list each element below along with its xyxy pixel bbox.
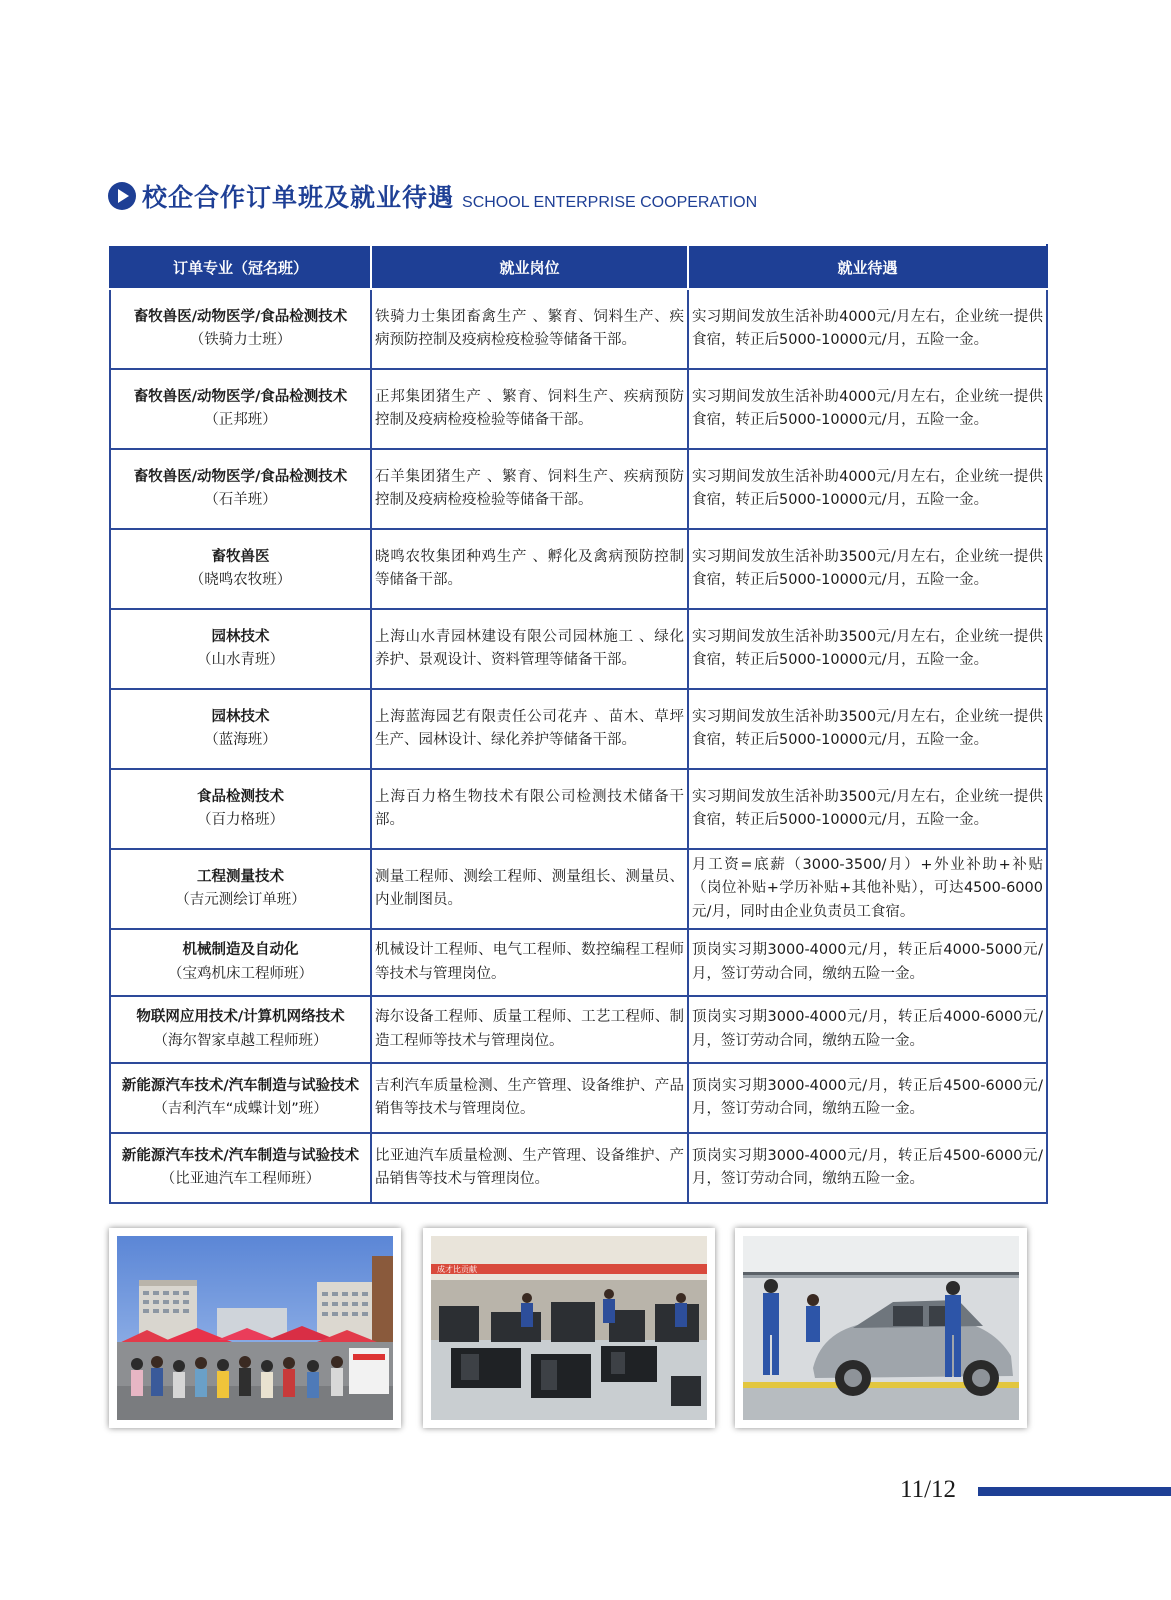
table-row — [110, 449, 1047, 529]
major-name: 新能源汽车技术/汽车制造与试验技术 — [121, 1147, 360, 1164]
photo-strip — [109, 1228, 1046, 1428]
job-fair-photo — [109, 1228, 401, 1428]
header-positions: 就业岗位 — [371, 245, 688, 289]
major-name: 园林技术 — [211, 628, 270, 645]
major-name: 物联网应用技术/计算机网络技术 — [136, 1009, 345, 1025]
benefits-cell: 顶岗实习期3000-4000元/月，转正后4500-6000元/月，签订劳动合同，缴纳五险一金。 — [688, 1063, 1047, 1133]
section-title-cn: 校企合作订单班及就业待遇 — [142, 183, 455, 212]
workshop-photo — [423, 1228, 715, 1428]
class-name: （晓鸣农牧班） — [189, 572, 292, 588]
table-row — [110, 996, 1047, 1063]
positions-cell: 上海蓝海园艺有限责任公司花卉 、苗木、草坪生产、园林设计、绿化养护等储备干部。 — [371, 689, 688, 769]
car-assembly-image — [743, 1236, 1019, 1420]
major-cell — [110, 529, 371, 609]
job-fair-image — [117, 1236, 393, 1420]
major-name: 畜牧兽医/动物医学/食品检测技术 — [133, 388, 348, 405]
positions-cell: 比亚迪汽车质量检测、生产管理、设备维护、产品销售等技术与管理岗位。 — [371, 1133, 688, 1203]
benefits-cell: 顶岗实习期3000-4000元/月，转正后4000-5000元/月，签订劳动合同，缴纳五险一金。 — [688, 929, 1047, 996]
positions-cell: 吉利汽车质量检测、生产管理、设备维护、产品销售等技术与管理岗位。 — [371, 1063, 688, 1133]
table-row — [110, 849, 1047, 929]
class-name: （铁骑力士班） — [189, 332, 292, 348]
positions-cell: 上海百力格生物技术有限公司检测技术储备干部。 — [371, 769, 688, 849]
major-name: 园林技术 — [211, 708, 270, 725]
class-name: （海尔智家卓越工程师班） — [153, 1032, 328, 1049]
table-header-row — [110, 245, 1047, 289]
major-cell — [110, 1063, 371, 1133]
header-major: 订单专业（冠名班） — [110, 245, 371, 289]
benefits-cell: 实习期间发放生活补助4000元/月左右，企业统一提供食宿，转正后5000-10000元/月，五险一金。 — [688, 449, 1047, 529]
class-name: （吉利汽车“成蝶计划”班） — [153, 1101, 328, 1117]
header-benefits: 就业待遇 — [688, 245, 1047, 289]
order-class-table — [109, 244, 1048, 1204]
page-number: 11/12 — [900, 1476, 957, 1503]
benefits-cell: 实习期间发放生活补助3500元/月左右，企业统一提供食宿，转正后5000-10000元/月，五险一金。 — [688, 689, 1047, 769]
benefits-cell: 实习期间发放生活补助3500元/月左右，企业统一提供食宿，转正后5000-10000元/月，五险一金。 — [688, 769, 1047, 849]
class-name: （比亚迪汽车工程师班） — [160, 1171, 321, 1187]
major-cell — [110, 1133, 371, 1203]
class-name: （正邦班） — [204, 412, 277, 428]
class-name: （石羊班） — [204, 492, 277, 508]
major-cell — [110, 929, 371, 996]
major-cell — [110, 369, 371, 449]
table-row — [110, 609, 1047, 689]
table-row — [110, 689, 1047, 769]
major-name: 食品检测技术 — [197, 788, 284, 805]
major-name: 工程测量技术 — [197, 868, 284, 885]
major-name: 畜牧兽医 — [211, 548, 270, 565]
benefits-cell: 实习期间发放生活补助4000元/月左右，企业统一提供食宿，转正后5000-10000元/月，五险一金。 — [688, 289, 1047, 369]
benefits-cell: 顶岗实习期3000-4000元/月，转正后4000-6000元/月，签订劳动合同，缴纳五险一金。 — [688, 996, 1047, 1063]
positions-cell: 铁骑力士集团畜禽生产 、繁育、饲料生产、疾病预防控制及疫病检疫检验等储备干部。 — [371, 289, 688, 369]
positions-cell: 石羊集团猪生产 、繁育、饲料生产、疾病预防控制及疫病检疫检验等储备干部。 — [371, 449, 688, 529]
benefits-cell: 实习期间发放生活补助3500元/月左右，企业统一提供食宿，转正后5000-10000元/月，五险一金。 — [688, 609, 1047, 689]
table-row — [110, 929, 1047, 996]
major-cell — [110, 609, 371, 689]
positions-cell: 晓鸣农牧集团种鸡生产 、孵化及禽病预防控制等储备干部。 — [371, 529, 688, 609]
major-cell — [110, 996, 371, 1063]
table-row — [110, 289, 1047, 369]
positions-cell: 机械设计工程师、电气工程师、数控编程工程师等技术与管理岗位。 — [371, 929, 688, 996]
major-cell — [110, 449, 371, 529]
class-name: （百力格班） — [197, 812, 284, 828]
positions-cell: 上海山水青园林建设有限公司园林施工 、绿化养护、景观设计、资料管理等储备干部。 — [371, 609, 688, 689]
major-name: 畜牧兽医/动物医学/食品检测技术 — [133, 468, 348, 485]
class-name: （宝鸡机床工程师班） — [168, 965, 313, 982]
workshop-banner-text: 成才比贡献 — [437, 1265, 477, 1274]
positions-cell: 测量工程师、测绘工程师、测量组长、测量员、内业制图员。 — [371, 849, 688, 929]
positions-cell: 正邦集团猪生产 、繁育、饲料生产、疾病预防控制及疫病检疫检验等储备干部。 — [371, 369, 688, 449]
benefits-cell: 月工资=底薪（3000-3500/月）+外业补助+补贴（岗位补贴+学历补贴+其他补贴），可达4500-6000元/月，同时由企业负责员工食宿。 — [688, 849, 1047, 929]
major-name: 新能源汽车技术/汽车制造与试验技术 — [121, 1077, 360, 1094]
table-row — [110, 369, 1047, 449]
workshop-image — [431, 1236, 707, 1420]
benefits-cell: 顶岗实习期3000-4000元/月，转正后4500-6000元/月，签订劳动合同，缴纳五险一金。 — [688, 1133, 1047, 1203]
class-name: （山水青班） — [197, 652, 284, 668]
major-cell — [110, 769, 371, 849]
major-cell — [110, 849, 371, 929]
play-circle-icon — [108, 182, 136, 210]
car-assembly-photo — [735, 1228, 1027, 1428]
class-name: （蓝海班） — [204, 732, 277, 748]
class-name: （吉元测绘订单班） — [175, 892, 306, 908]
benefits-cell: 实习期间发放生活补助3500元/月左右，企业统一提供食宿，转正后5000-10000元/月，五险一金。 — [688, 529, 1047, 609]
major-name: 机械制造及自动化 — [182, 942, 299, 958]
page-number-bar — [978, 1487, 1171, 1496]
table-row — [110, 1133, 1047, 1203]
major-cell — [110, 289, 371, 369]
major-name: 畜牧兽医/动物医学/食品检测技术 — [133, 308, 348, 325]
positions-cell: 海尔设备工程师、质量工程师、工艺工程师、制造工程师等技术与管理岗位。 — [371, 996, 688, 1063]
major-cell — [110, 689, 371, 769]
benefits-cell: 实习期间发放生活补助4000元/月左右，企业统一提供食宿，转正后5000-10000元/月，五险一金。 — [688, 369, 1047, 449]
section-title — [108, 176, 757, 216]
table-row — [110, 1063, 1047, 1133]
section-title-en: SCHOOL ENTERPRISE COOPERATION — [462, 194, 758, 211]
table-row — [110, 529, 1047, 609]
table-row — [110, 769, 1047, 849]
